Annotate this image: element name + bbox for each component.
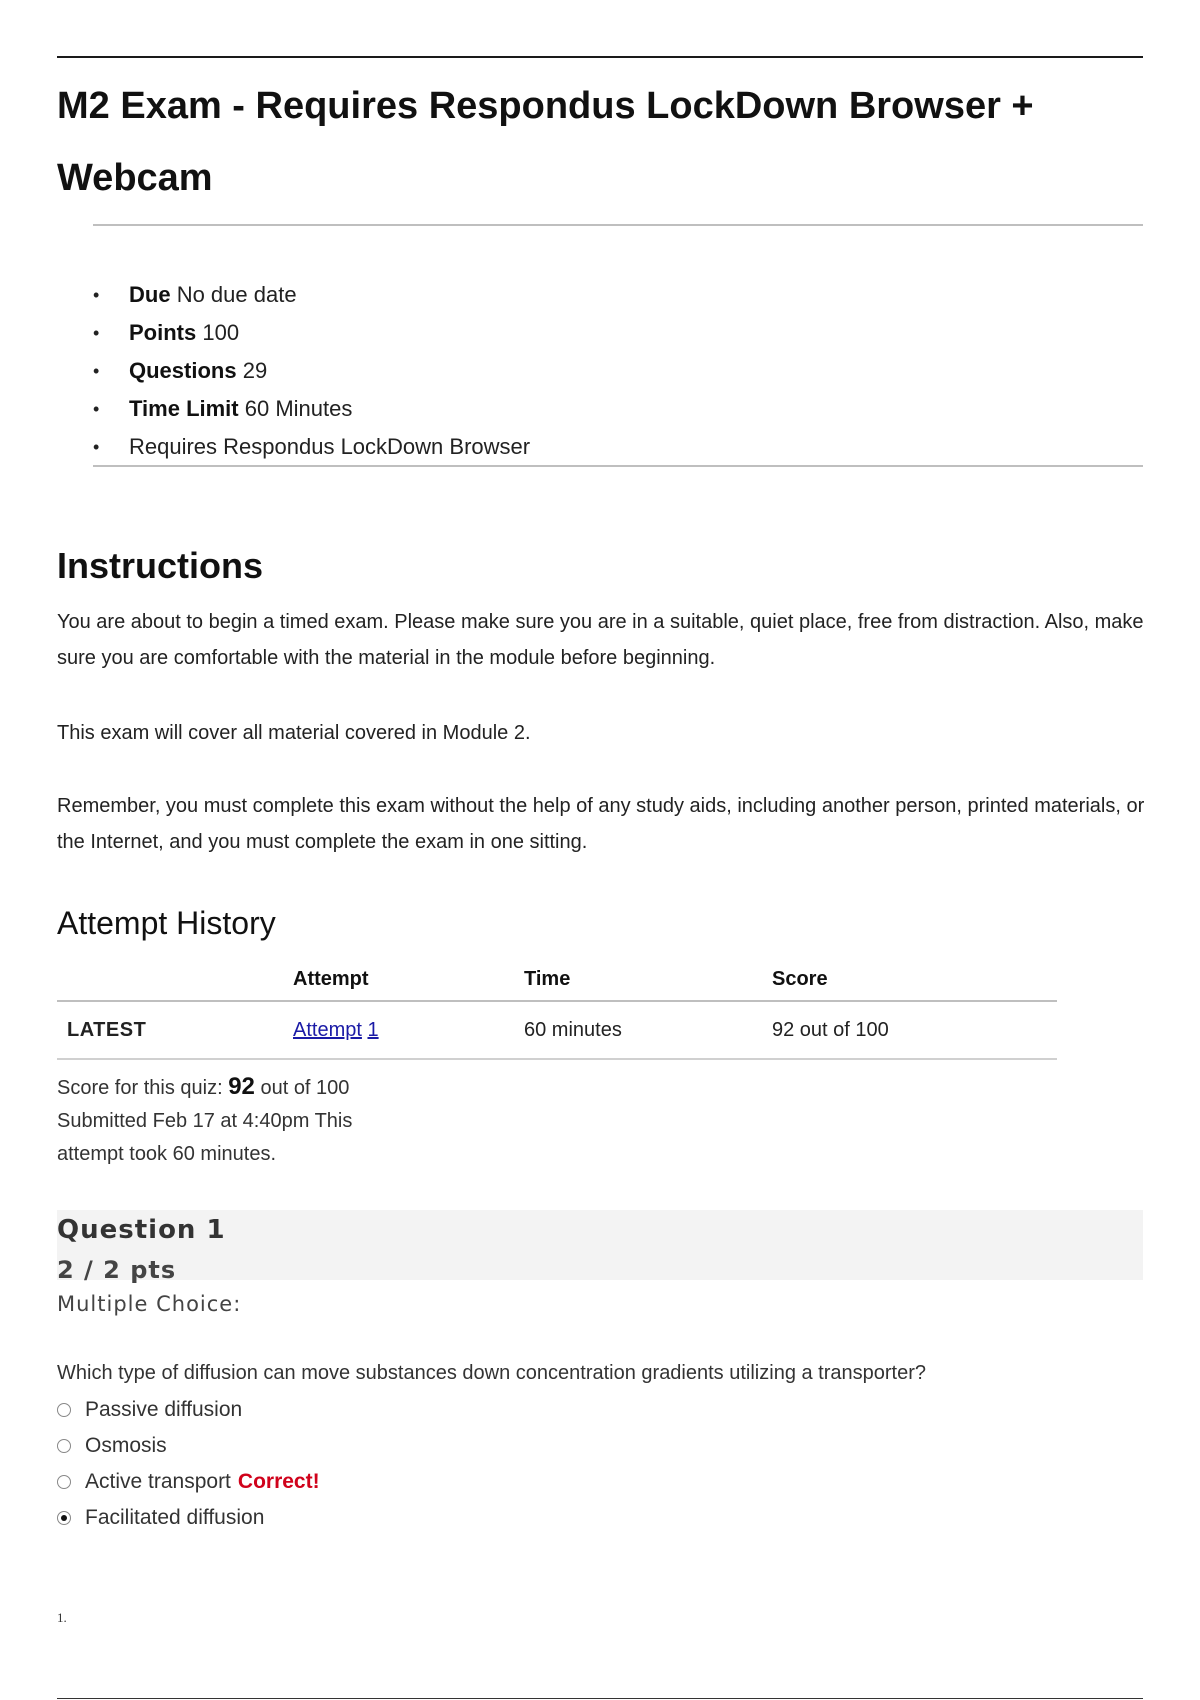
detail-label: Points <box>129 320 197 345</box>
title-divider <box>93 224 1143 226</box>
quiz-details <box>93 276 1143 466</box>
page-footnote: 1. <box>57 1610 67 1625</box>
score-summary <box>57 1070 397 1171</box>
correct-flag: Correct! <box>237 1470 320 1493</box>
column-header <box>57 958 293 1001</box>
detail-value: Requires Respondus LockDown Browser <box>129 434 531 459</box>
detail-value: 100 <box>202 320 240 345</box>
detail-time-limit <box>93 390 1143 428</box>
top-rule <box>57 56 1143 58</box>
answer-text: Active transport <box>85 1470 231 1493</box>
detail-value: 60 Minutes <box>244 396 353 421</box>
instructions-heading: Instructions <box>57 545 264 586</box>
detail-value: 29 <box>242 358 268 383</box>
detail-due <box>93 276 1143 314</box>
radio-button[interactable] <box>57 1475 71 1489</box>
score-cell: 92 out of 100 <box>772 1001 1057 1059</box>
submitted-text: Submitted Feb 17 at 4:40pm This <box>57 1110 353 1132</box>
details-divider <box>93 465 1143 467</box>
detail-label: Due <box>129 282 171 307</box>
answer-option[interactable] <box>57 1500 320 1536</box>
column-header: Score <box>772 958 1057 1001</box>
answer-text: Osmosis <box>85 1434 167 1457</box>
score-value: 92 <box>228 1073 255 1100</box>
attempt-number-link[interactable]: 1 <box>367 1018 379 1041</box>
attempt-link[interactable]: Attempt <box>293 1018 362 1041</box>
bottom-rule <box>57 1698 1143 1699</box>
attempt-history-table <box>57 958 1057 1060</box>
answer-list <box>57 1392 320 1536</box>
page-title: M2 Exam - Requires Respondus LockDown Browser + Webcam <box>57 85 1034 199</box>
attempt-cell <box>293 1001 524 1059</box>
question-points: 2 / 2 pts <box>57 1256 177 1284</box>
answer-text: Facilitated diffusion <box>85 1506 265 1529</box>
detail-lockdown <box>93 428 1143 466</box>
instructions-paragraph: This exam will cover all material covered in Module 2. <box>57 722 531 744</box>
time-cell: 60 minutes <box>524 1001 772 1059</box>
duration-text: attempt took 60 minutes. <box>57 1143 277 1165</box>
question-text: Which type of diffusion can move substances down concentration gradients utilizing a transporter? <box>57 1362 927 1384</box>
column-header: Attempt <box>293 958 524 1001</box>
answer-option[interactable] <box>57 1428 320 1464</box>
table-header-row <box>57 958 1057 1001</box>
question-title: Question 1 <box>57 1215 226 1245</box>
latest-label: LATEST <box>57 1001 293 1059</box>
instructions-paragraph: You are about to begin a timed exam. Please make sure you are in a suitable, quiet place, free from distraction. Also, make sure you are comfortable with the material in the module before beginning. <box>57 611 1144 669</box>
detail-points <box>93 314 1143 352</box>
answer-text: Passive diffusion <box>85 1398 243 1421</box>
column-header: Time <box>524 958 772 1001</box>
radio-button-selected[interactable] <box>57 1511 71 1525</box>
detail-label: Time Limit <box>129 396 239 421</box>
detail-label: Questions <box>129 358 237 383</box>
instructions-paragraph: Remember, you must complete this exam without the help of any study aids, including another person, printed materials, or the Internet, and you must complete the exam in one sitting. <box>57 795 1145 853</box>
score-suffix: out of 100 <box>260 1077 350 1099</box>
table-row <box>57 1001 1057 1059</box>
detail-value: No due date <box>176 282 297 307</box>
radio-button[interactable] <box>57 1439 71 1453</box>
detail-questions <box>93 352 1143 390</box>
attempt-history-heading: Attempt History <box>57 905 276 941</box>
answer-option[interactable] <box>57 1392 320 1428</box>
radio-button[interactable] <box>57 1403 71 1417</box>
question-type: Multiple Choice: <box>57 1292 242 1316</box>
answer-option[interactable] <box>57 1464 320 1500</box>
score-prefix: Score for this quiz: <box>57 1077 223 1099</box>
score-line <box>57 1070 397 1105</box>
